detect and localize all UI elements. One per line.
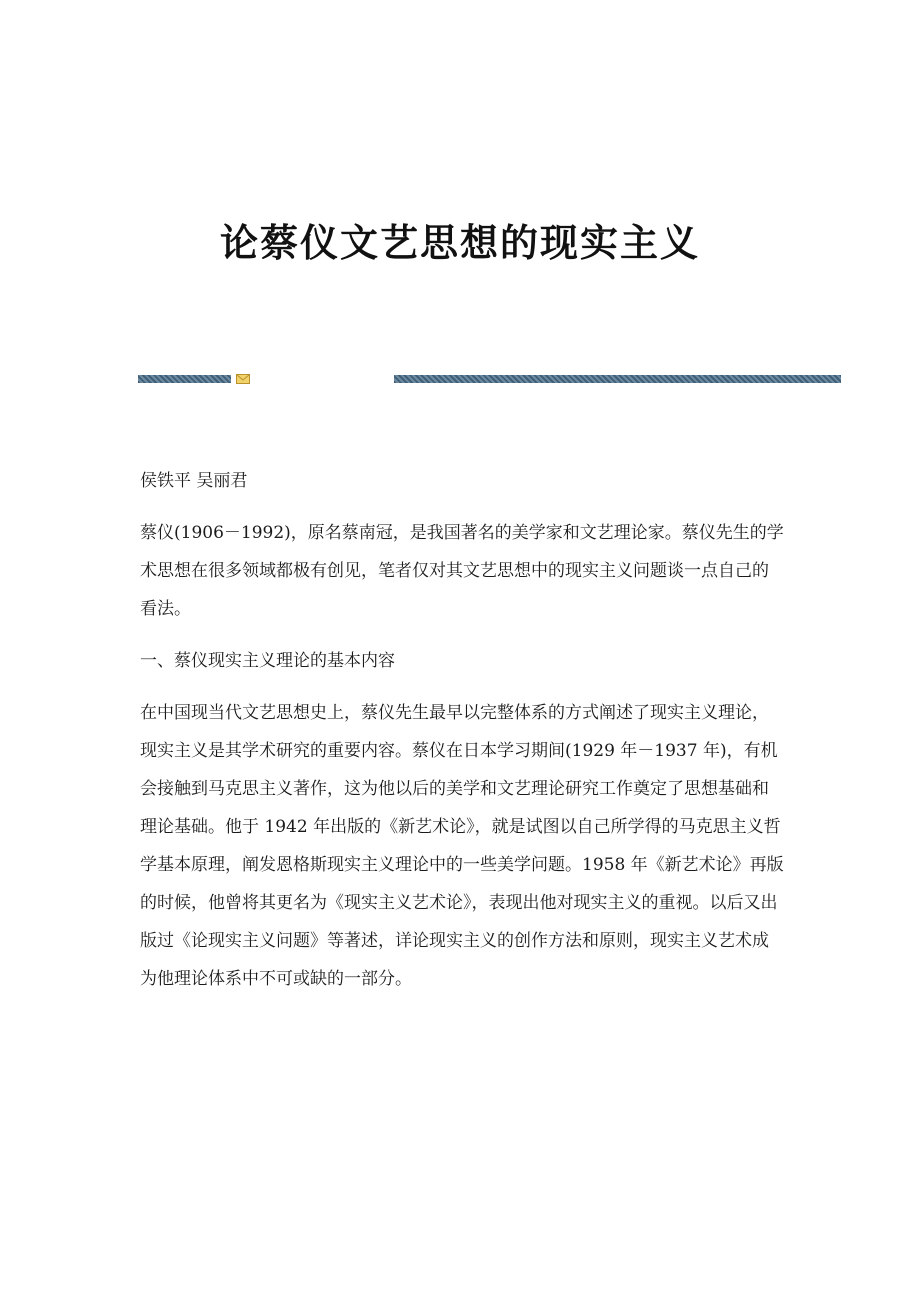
body-paragraph: 在中国现当代文艺思想史上，蔡仪先生最早以完整体系的方式阐述了现实主义理论，现实主义是其学术研究的重要内容。蔡仪在日本学习期间(1929 年－1937 年)，有机会接触到马克思主义著作，这为他以后的美学和文艺理论研究工作奠定了思想基础和理论基础。他于 1942 年出版的《新艺术论》，就是试图以自己所学得的马克思主义哲学基本原理，阐发恩格斯现实主义理论中的一些美学问题。1958 年《新艺术论》再版的时候，他曾将其更名为《现实主义艺术论》，表现出他对现实主义的重视。以后又出版过《论现实主义问题》等著述，详论现实主义的创作方法和原则，现实主义艺术成为他理论体系中不可或缺的一部分。	[140, 703, 784, 989]
author-line: 侯铁平 吴丽君	[140, 471, 248, 491]
envelope-icon	[236, 373, 250, 385]
section-heading: 一、蔡仪现实主义理论的基本内容	[140, 651, 395, 671]
article-body	[140, 462, 785, 1012]
divider-bar-left	[138, 375, 231, 383]
intro-paragraph: 蔡仪(1906－1992)，原名蔡南冠，是我国著名的美学家和文艺理论家。蔡仪先生的学术思想在很多领域都极有创见，笔者仅对其文艺思想中的现实主义问题谈一点自己的看法。	[140, 523, 784, 619]
title-divider	[138, 374, 841, 384]
divider-bar-right	[394, 375, 841, 383]
document-title: 论蔡仪文艺思想的现实主义	[219, 221, 700, 265]
